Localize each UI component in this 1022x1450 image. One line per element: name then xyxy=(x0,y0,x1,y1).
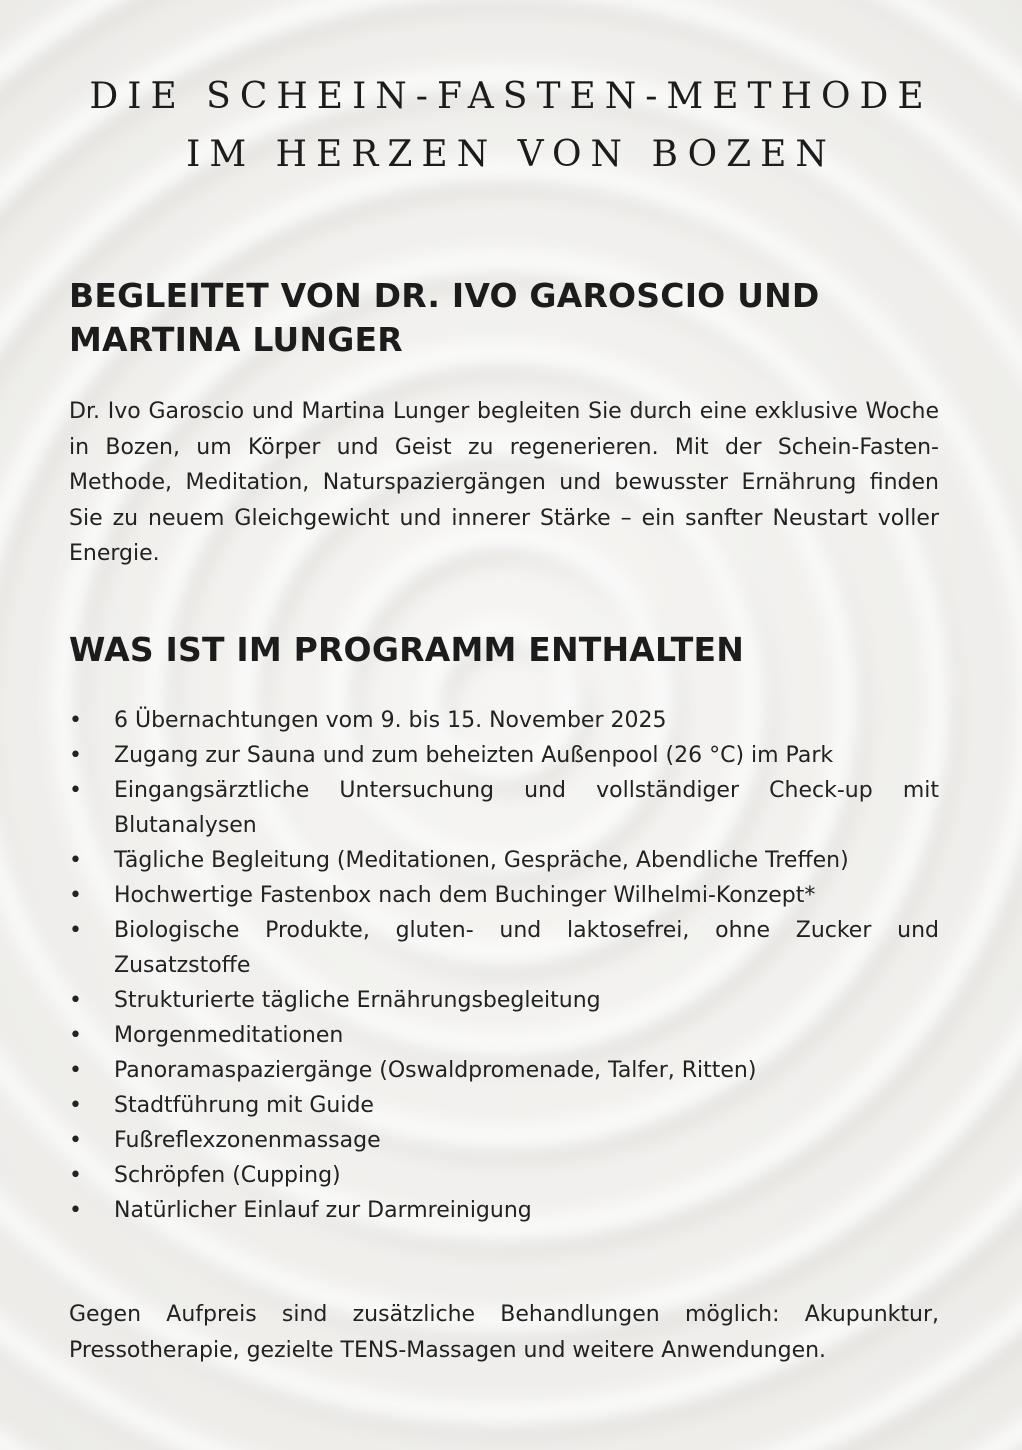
list-item xyxy=(69,738,939,773)
list-item-text: Eingangsärztliche Untersuchung und vollständiger Check-up mit Blutanalysen xyxy=(114,778,939,838)
bullet-icon: • xyxy=(69,883,82,908)
list-item xyxy=(69,1088,939,1123)
program-list xyxy=(69,703,939,1228)
list-item xyxy=(69,1193,939,1228)
intro-paragraph: Dr. Ivo Garoscio und Martina Lunger begleiten Sie durch eine exklusive Woche in Bozen, um Körper und Geist zu regenerieren. Mit der Schein-Fasten-Methode, Meditation, Naturspaziergängen und bewusster Ernährung finden Sie zu neuem Gleichgewicht und innerer Stärke – ein sanfter Neustart voller Energie. xyxy=(69,399,939,566)
list-item-text: Strukturierte tägliche Ernährungsbegleitung xyxy=(114,988,601,1013)
bullet-icon: • xyxy=(69,1023,82,1048)
title-line-1: DIE SCHEIN-FASTEN-METHODE xyxy=(89,76,933,117)
bullet-icon: • xyxy=(69,848,82,873)
bullet-icon: • xyxy=(69,1198,82,1223)
list-item-text: Panoramaspaziergänge (Oswaldpromenade, Talfer, Ritten) xyxy=(114,1058,757,1083)
additional-treatments-paragraph: Gegen Aufpreis sind zusätzliche Behandlungen möglich: Akupunktur, Pressotherapie, gezielte TENS-Massagen und weitere Anwendungen. xyxy=(69,1302,939,1363)
list-item-text: 6 Übernachtungen vom 9. bis 15. November 2025 xyxy=(114,708,667,733)
bullet-icon: • xyxy=(69,988,82,1013)
list-item xyxy=(69,983,939,1018)
list-item-text: Natürlicher Einlauf zur Darmreinigung xyxy=(114,1198,532,1223)
list-item xyxy=(69,703,939,738)
list-item-text: Zugang zur Sauna und zum beheizten Außenpool (26 °C) im Park xyxy=(114,743,834,768)
bullet-icon: • xyxy=(69,1128,82,1153)
list-item-text: Schröpfen (Cupping) xyxy=(114,1163,341,1188)
section-heading-programm: WAS IST IM PROGRAMM ENTHALTEN xyxy=(69,630,745,669)
bullet-icon: • xyxy=(69,1058,82,1083)
list-item-text: Morgenmeditationen xyxy=(114,1023,344,1048)
list-item xyxy=(69,843,939,878)
list-item-text: Hochwertige Fastenbox nach dem Buchinger Wilhelmi-Konzept* xyxy=(114,883,816,908)
list-item-text: Stadtführung mit Guide xyxy=(114,1093,374,1118)
bullet-icon: • xyxy=(69,918,82,943)
bullet-icon: • xyxy=(69,1093,82,1118)
page-title xyxy=(0,68,1022,184)
section-heading-begleitet: BEGLEITET VON DR. IVO GAROSCIO UND MARTINA LUNGER xyxy=(69,276,820,359)
bullet-icon: • xyxy=(69,1163,82,1188)
list-item xyxy=(69,1123,939,1158)
bullet-icon: • xyxy=(69,743,82,768)
list-item-text: Biologische Produkte, gluten- und laktosefrei, ohne Zucker und Zusatzstoffe xyxy=(114,918,939,978)
title-line-2: IM HERZEN VON BOZEN xyxy=(186,134,836,175)
list-item xyxy=(69,1158,939,1193)
list-item xyxy=(69,1018,939,1053)
list-item xyxy=(69,773,939,843)
list-item xyxy=(69,1053,939,1088)
list-item xyxy=(69,878,939,913)
list-item xyxy=(69,913,939,983)
bullet-icon: • xyxy=(69,778,82,803)
list-item-text: Tägliche Begleitung (Meditationen, Gespräche, Abendliche Treffen) xyxy=(114,848,849,873)
list-item-text: Fußreflexzonenmassage xyxy=(114,1128,381,1153)
bullet-icon: • xyxy=(69,708,82,733)
